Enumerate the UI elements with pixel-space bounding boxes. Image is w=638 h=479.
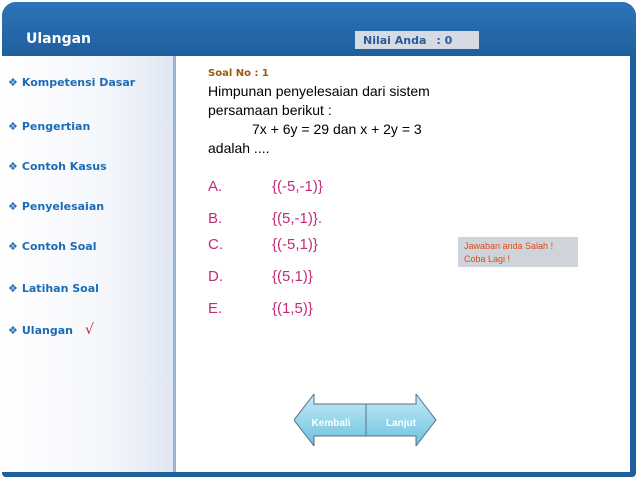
sidebar-item-pengertian[interactable] — [8, 120, 90, 133]
option-text: {(1,5)} — [272, 300, 313, 317]
option-letter: D. — [208, 268, 223, 285]
back-button[interactable] — [294, 394, 368, 446]
next-button[interactable] — [364, 394, 438, 446]
option-letter: B. — [208, 210, 223, 227]
diamond-bullet-icon: ❖ — [8, 200, 18, 213]
sidebar-item-label: Contoh Kasus — [21, 160, 107, 173]
question-equation: 7x + 6y = 29 dan x + 2y = 3 — [252, 121, 422, 137]
option-c[interactable] — [208, 236, 318, 253]
sidebar-item-label: Penyelesaian — [21, 200, 105, 213]
feedback-message — [458, 237, 578, 267]
checkmark-icon: √ — [84, 322, 94, 338]
page-title: Ulangan — [26, 31, 92, 47]
option-text: {(-5,1)} — [272, 236, 318, 253]
option-letter: C. — [208, 236, 223, 253]
sidebar-item-label: Latihan Soal — [21, 282, 99, 295]
feedback-line-1: Jawaban anda Salah ! — [464, 241, 554, 251]
sidebar — [2, 56, 176, 472]
diamond-bullet-icon: ❖ — [8, 160, 18, 173]
sidebar-item-latihan-soal[interactable] — [8, 282, 99, 295]
question-line-3: adalah .... — [208, 140, 270, 156]
option-d[interactable] — [208, 268, 313, 285]
diamond-bullet-icon: ❖ — [8, 240, 18, 253]
option-text: {(-5,-1)} — [272, 178, 323, 195]
next-button-label: Lanjut — [386, 418, 416, 429]
question-number: Soal No : 1 — [208, 68, 269, 79]
sidebar-item-kompetensi-dasar[interactable] — [8, 76, 135, 89]
diamond-bullet-icon: ❖ — [8, 282, 18, 295]
sidebar-item-label: Ulangan — [21, 323, 73, 337]
score-display — [355, 31, 479, 49]
option-text: {(5,-1)}. — [272, 210, 323, 227]
diamond-bullet-icon: ❖ — [8, 76, 18, 89]
sidebar-item-contoh-kasus[interactable] — [8, 160, 107, 173]
diamond-bullet-icon: ❖ — [8, 120, 18, 133]
question-text — [208, 82, 508, 158]
option-e[interactable] — [208, 300, 313, 317]
option-letter: E. — [208, 300, 223, 317]
score-value: : 0 — [436, 33, 453, 47]
option-text: {(5,1)} — [272, 268, 313, 285]
sidebar-item-label: Kompetensi Dasar — [21, 76, 136, 89]
option-b[interactable] — [208, 210, 322, 227]
question-line-1: Himpunan penyelesaian dari sistem — [208, 83, 430, 99]
sidebar-item-penyelesaian[interactable] — [8, 200, 104, 213]
header-bar — [2, 2, 636, 56]
score-label: Nilai Anda — [363, 33, 427, 47]
back-button-label: Kembali — [311, 418, 351, 429]
option-letter: A. — [208, 178, 223, 195]
feedback-line-2: Coba Lagi ! — [464, 254, 511, 264]
option-a[interactable] — [208, 178, 323, 195]
question-panel — [176, 56, 630, 472]
diamond-bullet-icon: ❖ — [8, 323, 18, 337]
sidebar-item-label: Contoh Soal — [21, 240, 97, 253]
question-line-2: persamaan berikut : — [208, 102, 332, 118]
sidebar-item-label: Pengertian — [21, 120, 91, 133]
sidebar-item-contoh-soal[interactable] — [8, 240, 97, 253]
sidebar-item-ulangan[interactable] — [8, 322, 94, 338]
